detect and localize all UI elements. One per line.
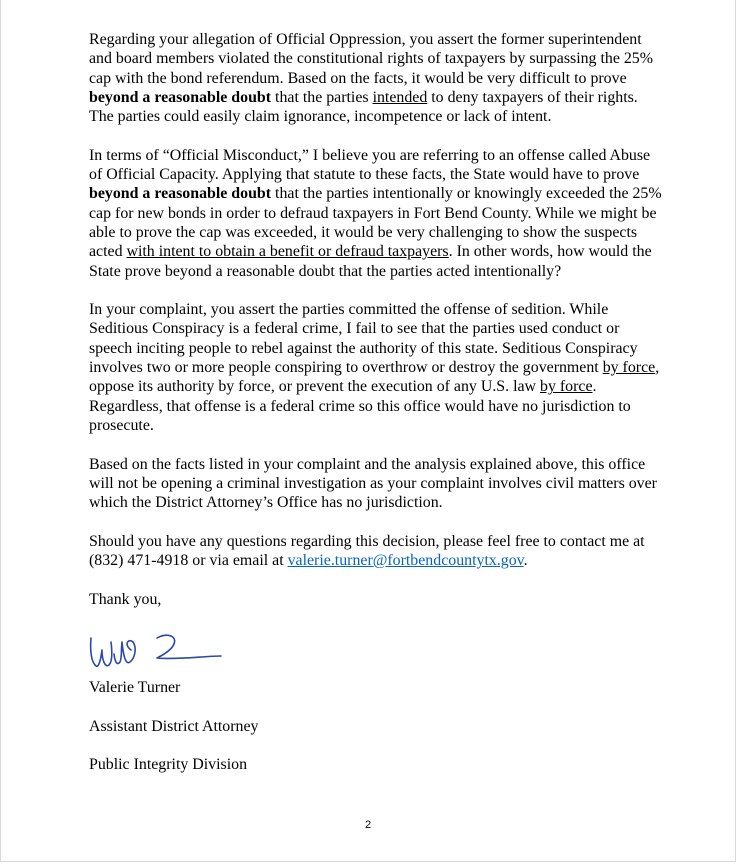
paragraph-sedition [89,300,664,435]
underlined-phrase: by force [602,359,656,377]
text-run: In terms of “Official Misconduct,” I believe you are referring to an offense called Abuse of Official Capacity. Applying that statute to these facts, the State would have to prove [89,146,651,184]
signer-division: Public Integrity Division [89,756,248,774]
text-run: . [523,552,528,570]
bold-phrase: beyond a reasonable doubt [89,88,272,106]
text-run: . In other words, how would the State prove beyond a reasonable doubt that the parties acted intentionally? [89,243,652,280]
paragraph-official-oppression [89,30,664,126]
text-run: that the parties [271,88,373,106]
text-run: , oppose its authority by force, or prevent the execution of any U.S. law [89,359,660,396]
signer-name: Valerie Turner [89,679,181,697]
text-run: that the parties intentionally or knowingly exceeded the 25% cap for new bonds in order to defraud taxpayers in Fort Bend County. While we might be able to prove the cap was exceeded, it would be very challenging to show the suspects acted [89,185,662,261]
underlined-phrase: intended [372,88,428,106]
text-run: to deny taxpayers of their rights. The parties could easily claim ignorance, incompetence or lack of intent. [89,88,638,126]
paragraph-decision: Based on the facts listed in your complaint and the analysis explained above, this office will not be opening a criminal investigation as your complaint involves civil matters over which the District Attorney’s Office has no jurisdiction. [89,455,657,512]
email-link[interactable]: valerie.turner@fortbendcountytx.gov [287,552,524,570]
signature-stroke [91,638,135,666]
paragraph-contact [89,532,664,571]
handwritten-signature [87,628,237,678]
text-run: . Regardless, that offense is a federal crime so this office would have no jurisdiction to prosecute. [89,378,631,434]
signer-title: Assistant District Attorney [89,717,259,735]
underlined-phrase: by force [540,378,593,396]
page-number: 2 [364,819,372,831]
text-run: In your complaint, you assert the parties committed the offense of sedition. While Seditious Conspiracy is a federal crime, I fail to see that the parties used conduct or speech inciting people to rebel against the authority of this state. Seditious Conspiracy involves two or more people conspiring to overthrow or destroy the government [89,301,638,377]
letter-body [89,30,664,794]
bold-phrase: beyond a reasonable doubt [89,185,272,203]
signature-stroke [157,635,221,658]
underlined-phrase: with intent to obtain a benefit or defraud taxpayers [126,243,449,261]
signature-graphic [87,628,237,678]
closing-line: Thank you, [89,590,162,608]
text-run: Should you have any questions regarding this decision, please feel free to contact me at (832) 471-4918 or via email at [89,532,645,570]
paragraph-official-misconduct [89,146,664,281]
text-run: Regarding your allegation of Official Oppression, you assert the former superintendent and board members violated the constitutional rights of taxpayers by surpassing the 25% cap with the bond referendum. Based on the facts, it would be very difficult to prove [89,31,653,87]
